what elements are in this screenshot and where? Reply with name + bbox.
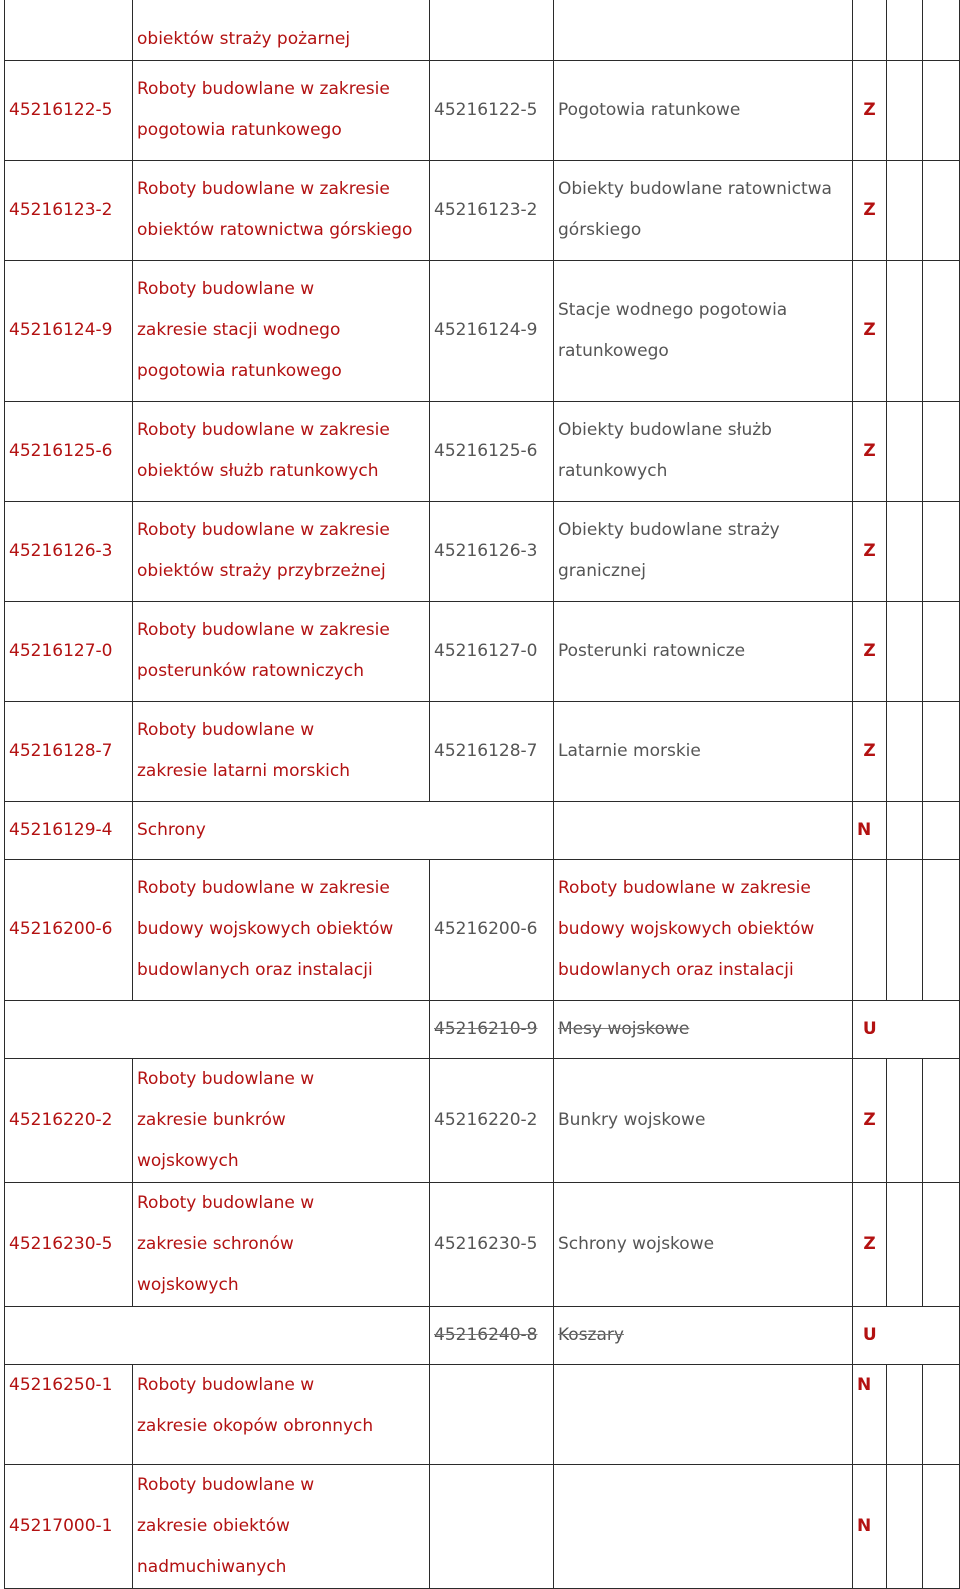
new-code-cell: 45216124-9 <box>430 260 554 401</box>
new-code-cell: 45216123-2 <box>430 160 554 260</box>
new-description-cell: Posterunki ratownicze <box>554 601 853 701</box>
description-cell: Roboty budowlane w zakresie obiektów straży przybrzeżnej <box>133 501 430 601</box>
table-row <box>5 501 960 601</box>
status-badge: Z <box>853 601 887 701</box>
empty-cell <box>887 1464 923 1588</box>
code-cell: 45216200-6 <box>5 859 133 1000</box>
empty-cell <box>923 1464 960 1588</box>
code-cell: 45216123-2 <box>5 160 133 260</box>
description-cell: Roboty budowlane w zakresie pogotowia ratunkowego <box>133 60 430 160</box>
table-row <box>5 801 960 859</box>
new-code-cell: 45216210-9 <box>430 1000 554 1058</box>
empty-cell <box>887 1058 923 1182</box>
new-code-cell: 45216220-2 <box>430 1058 554 1182</box>
new-description-cell <box>554 801 853 859</box>
status-badge: U <box>853 1306 887 1364</box>
empty-cell <box>887 1000 923 1058</box>
code-cell: 45216125-6 <box>5 401 133 501</box>
new-description-cell <box>554 1364 853 1464</box>
empty-cell <box>887 160 923 260</box>
status-badge: Z <box>853 260 887 401</box>
new-description-cell: Pogotowia ratunkowe <box>554 60 853 160</box>
status-badge: N <box>853 801 887 859</box>
description-cell: Roboty budowlane w zakresie okopów obronnych <box>133 1364 430 1464</box>
empty-cell <box>887 401 923 501</box>
new-code-cell: 45216240-8 <box>430 1306 554 1364</box>
code-cell <box>5 1000 133 1058</box>
description-cell: Roboty budowlane w zakresie latarni morskich <box>133 701 430 801</box>
empty-cell <box>923 1182 960 1306</box>
status-badge: Z <box>853 701 887 801</box>
status-badge: N <box>853 1364 887 1464</box>
table-row <box>5 859 960 1000</box>
new-description-cell: Stacje wodnego pogotowia ratunkowego <box>554 260 853 401</box>
status-badge: N <box>853 1464 887 1588</box>
table-row <box>5 0 960 60</box>
empty-cell <box>887 1182 923 1306</box>
new-description-cell: Obiekty budowlane straży granicznej <box>554 501 853 601</box>
code-cell: 45217000-1 <box>5 1464 133 1588</box>
new-code-cell <box>430 1364 554 1464</box>
code-cell: 45216126-3 <box>5 501 133 601</box>
table-row <box>5 60 960 160</box>
status-badge: Z <box>853 501 887 601</box>
empty-cell <box>887 859 923 1000</box>
table-row <box>5 160 960 260</box>
empty-cell <box>887 801 923 859</box>
table-row <box>5 1000 960 1058</box>
status-cell <box>853 859 887 1000</box>
description-cell: Roboty budowlane w zakresie budowy wojskowych obiektów budowlanych oraz instalacji <box>133 859 430 1000</box>
description-cell: Roboty budowlane w zakresie obiektów nadmuchiwanych <box>133 1464 430 1588</box>
table-row <box>5 1058 960 1182</box>
status-badge: Z <box>853 401 887 501</box>
new-description-cell: Koszary <box>554 1306 853 1364</box>
new-code-cell <box>430 1464 554 1588</box>
table-row <box>5 1182 960 1306</box>
code-cell <box>5 1306 133 1364</box>
empty-cell <box>923 501 960 601</box>
new-code-cell: 45216200-6 <box>430 859 554 1000</box>
code-cell: 45216124-9 <box>5 260 133 401</box>
status-badge: Z <box>853 1182 887 1306</box>
code-cell <box>5 0 133 60</box>
code-cell: 45216127-0 <box>5 601 133 701</box>
new-description-cell: Obiekty budowlane ratownictwa górskiego <box>554 160 853 260</box>
new-code-cell: 45216122-5 <box>430 60 554 160</box>
description-cell: Roboty budowlane w zakresie bunkrów wojskowych <box>133 1058 430 1182</box>
table-row <box>5 401 960 501</box>
code-cell: 45216250-1 <box>5 1364 133 1464</box>
empty-cell <box>923 1364 960 1464</box>
code-cell: 45216230-5 <box>5 1182 133 1306</box>
empty-cell <box>923 1306 960 1364</box>
empty-cell <box>923 601 960 701</box>
new-description-cell: Mesy wojskowe <box>554 1000 853 1058</box>
description-cell: Roboty budowlane w zakresie obiektów służb ratunkowych <box>133 401 430 501</box>
empty-cell <box>923 1000 960 1058</box>
empty-cell <box>923 701 960 801</box>
table-row <box>5 601 960 701</box>
new-code-cell: 45216125-6 <box>430 401 554 501</box>
new-code-cell: 45216126-3 <box>430 501 554 601</box>
table-row <box>5 1306 960 1364</box>
empty-cell <box>923 160 960 260</box>
description-cell <box>133 1000 430 1058</box>
new-description-cell: Obiekty budowlane służb ratunkowych <box>554 401 853 501</box>
description-cell: Roboty budowlane w zakresie schronów wojskowych <box>133 1182 430 1306</box>
status-cell <box>853 0 887 60</box>
description-cell: Roboty budowlane w zakresie obiektów ratownictwa górskiego <box>133 160 430 260</box>
empty-cell <box>887 0 923 60</box>
code-cell: 45216220-2 <box>5 1058 133 1182</box>
new-code-cell: 45216128-7 <box>430 701 554 801</box>
table-row <box>5 1464 960 1588</box>
status-badge: U <box>853 1000 887 1058</box>
description-cell: obiektów straży pożarnej <box>133 0 430 60</box>
new-code-cell: 45216127-0 <box>430 601 554 701</box>
new-code-cell <box>430 0 554 60</box>
new-code-cell: 45216230-5 <box>430 1182 554 1306</box>
empty-cell <box>923 0 960 60</box>
empty-cell <box>887 1364 923 1464</box>
new-code-cell <box>430 801 554 859</box>
description-cell <box>133 1306 430 1364</box>
new-description-cell: Latarnie morskie <box>554 701 853 801</box>
empty-cell <box>887 60 923 160</box>
cpv-mapping-table <box>4 0 960 1589</box>
description-cell: Roboty budowlane w zakresie posterunków ratowniczych <box>133 601 430 701</box>
new-description-cell: Roboty budowlane w zakresie budowy wojskowych obiektów budowlanych oraz instalacji <box>554 859 853 1000</box>
empty-cell <box>923 859 960 1000</box>
new-description-cell: Bunkry wojskowe <box>554 1058 853 1182</box>
empty-cell <box>923 60 960 160</box>
new-description-cell: Schrony wojskowe <box>554 1182 853 1306</box>
table-row <box>5 1364 960 1464</box>
empty-cell <box>887 701 923 801</box>
new-description-cell <box>554 0 853 60</box>
empty-cell <box>887 601 923 701</box>
description-cell: Roboty budowlane w zakresie stacji wodnego pogotowia ratunkowego <box>133 260 430 401</box>
table-row <box>5 260 960 401</box>
empty-cell <box>923 401 960 501</box>
code-cell: 45216129-4 <box>5 801 133 859</box>
status-badge: Z <box>853 1058 887 1182</box>
new-description-cell <box>554 1464 853 1588</box>
empty-cell <box>923 260 960 401</box>
empty-cell <box>923 1058 960 1182</box>
table-row <box>5 701 960 801</box>
empty-cell <box>923 801 960 859</box>
empty-cell <box>887 501 923 601</box>
description-cell: Schrony <box>133 801 430 859</box>
empty-cell <box>887 260 923 401</box>
code-cell: 45216122-5 <box>5 60 133 160</box>
empty-cell <box>887 1306 923 1364</box>
status-badge: Z <box>853 160 887 260</box>
code-cell: 45216128-7 <box>5 701 133 801</box>
status-badge: Z <box>853 60 887 160</box>
